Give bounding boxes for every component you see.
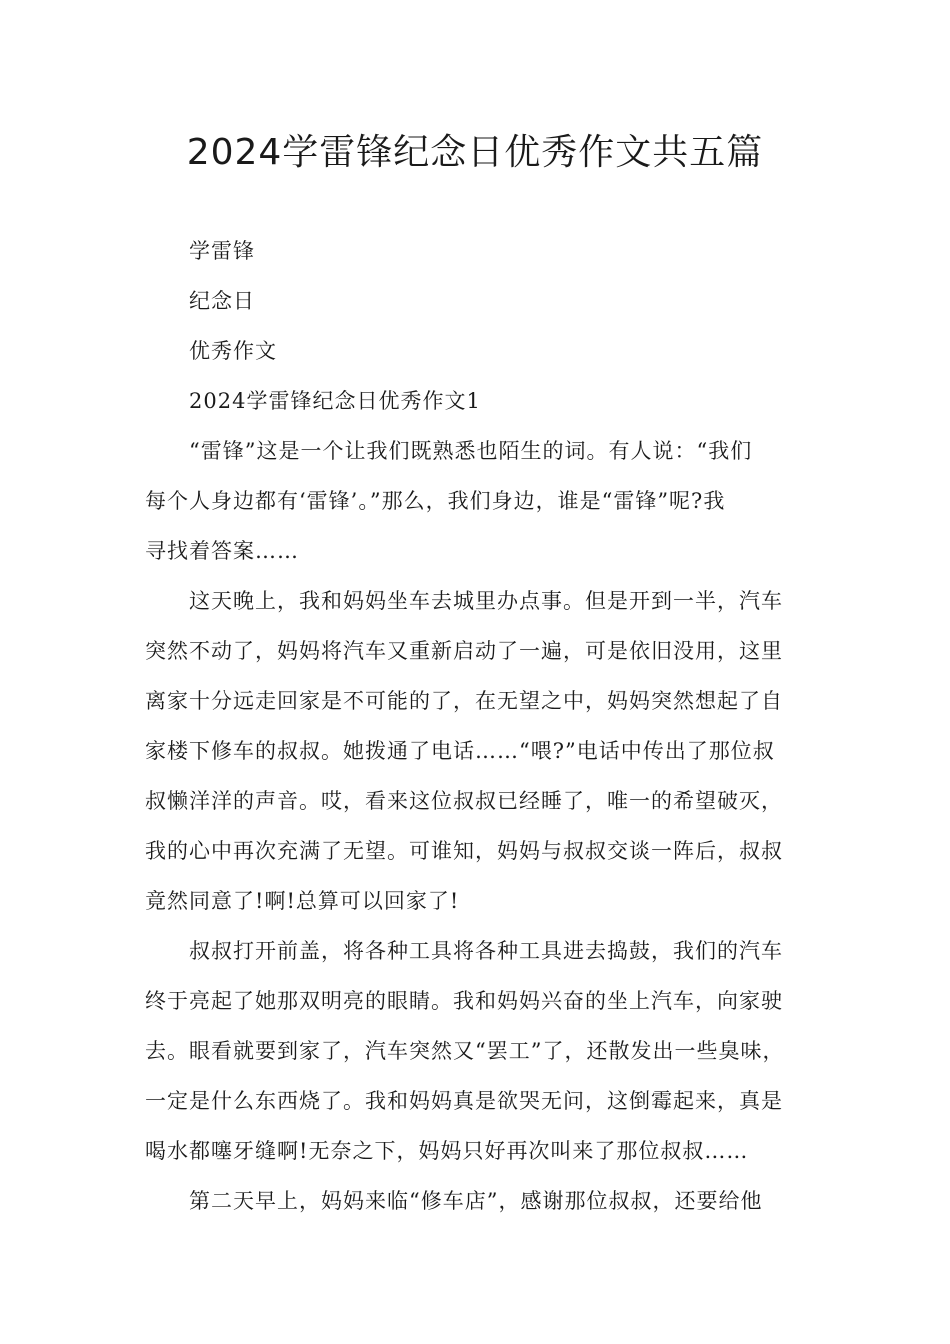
keyword-line: 优秀作文 xyxy=(189,339,277,363)
keyword-line: 纪念日 xyxy=(189,289,255,313)
paragraph-line: 家楼下修车的叔叔。她拨通了电话……“喂?”电话中传出了那位叔 xyxy=(145,739,775,763)
document-body xyxy=(145,226,815,1226)
paragraph-line: 这天晚上，我和妈妈坐车去城里办点事。但是开到一半，汽车 xyxy=(189,589,783,613)
paragraph-line: 我的心中再次充满了无望。可谁知，妈妈与叔叔交谈一阵后，叔叔 xyxy=(145,839,783,863)
essay-heading: 2024学雷锋纪念日优秀作文1 xyxy=(189,389,481,413)
paragraph-line: 第二天早上，妈妈来临“修车店”，感谢那位叔叔，还要给他 xyxy=(189,1189,763,1213)
paragraph-line: 每个人身边都有‘雷锋’。”那么，我们身边，谁是“雷锋”呢?我 xyxy=(145,489,726,513)
paragraph-line: 喝水都噻牙缝啊!无奈之下，妈妈只好再次叫来了那位叔叔…… xyxy=(145,1139,749,1163)
paragraph-line: 叔懒洋洋的声音。哎，看来这位叔叔已经睡了，唯一的希望破灭， xyxy=(145,789,783,813)
keyword-line: 学雷锋 xyxy=(189,239,255,263)
paragraph-line: “雷锋”这是一个让我们既熟悉也陌生的词。有人说：“我们 xyxy=(189,439,753,463)
paragraph-line: 叔叔打开前盖，将各种工具将各种工具进去捣鼓，我们的汽车 xyxy=(189,939,783,963)
document-title: 2024学雷锋纪念日优秀作文共五篇 xyxy=(186,132,764,173)
paragraph-line: 一定是什么东西烧了。我和妈妈真是欲哭无问，这倒霉起来，真是 xyxy=(145,1089,783,1113)
paragraph-line: 去。眼看就要到家了，汽车突然又“罢工”了，还散发出一些臭味， xyxy=(145,1039,785,1063)
paragraph-line: 竟然同意了!啊!总算可以回家了! xyxy=(145,889,460,913)
paragraph-line: 终于亮起了她那双明亮的眼睛。我和妈妈兴奋的坐上汽车，向家驶 xyxy=(145,989,783,1013)
paragraph-line: 寻找着答案…… xyxy=(145,539,299,563)
paragraph-line: 突然不动了，妈妈将汽车又重新启动了一遍，可是依旧没用，这里 xyxy=(145,639,783,663)
paragraph-line: 离家十分远走回家是不可能的了，在无望之中，妈妈突然想起了自 xyxy=(145,689,783,713)
